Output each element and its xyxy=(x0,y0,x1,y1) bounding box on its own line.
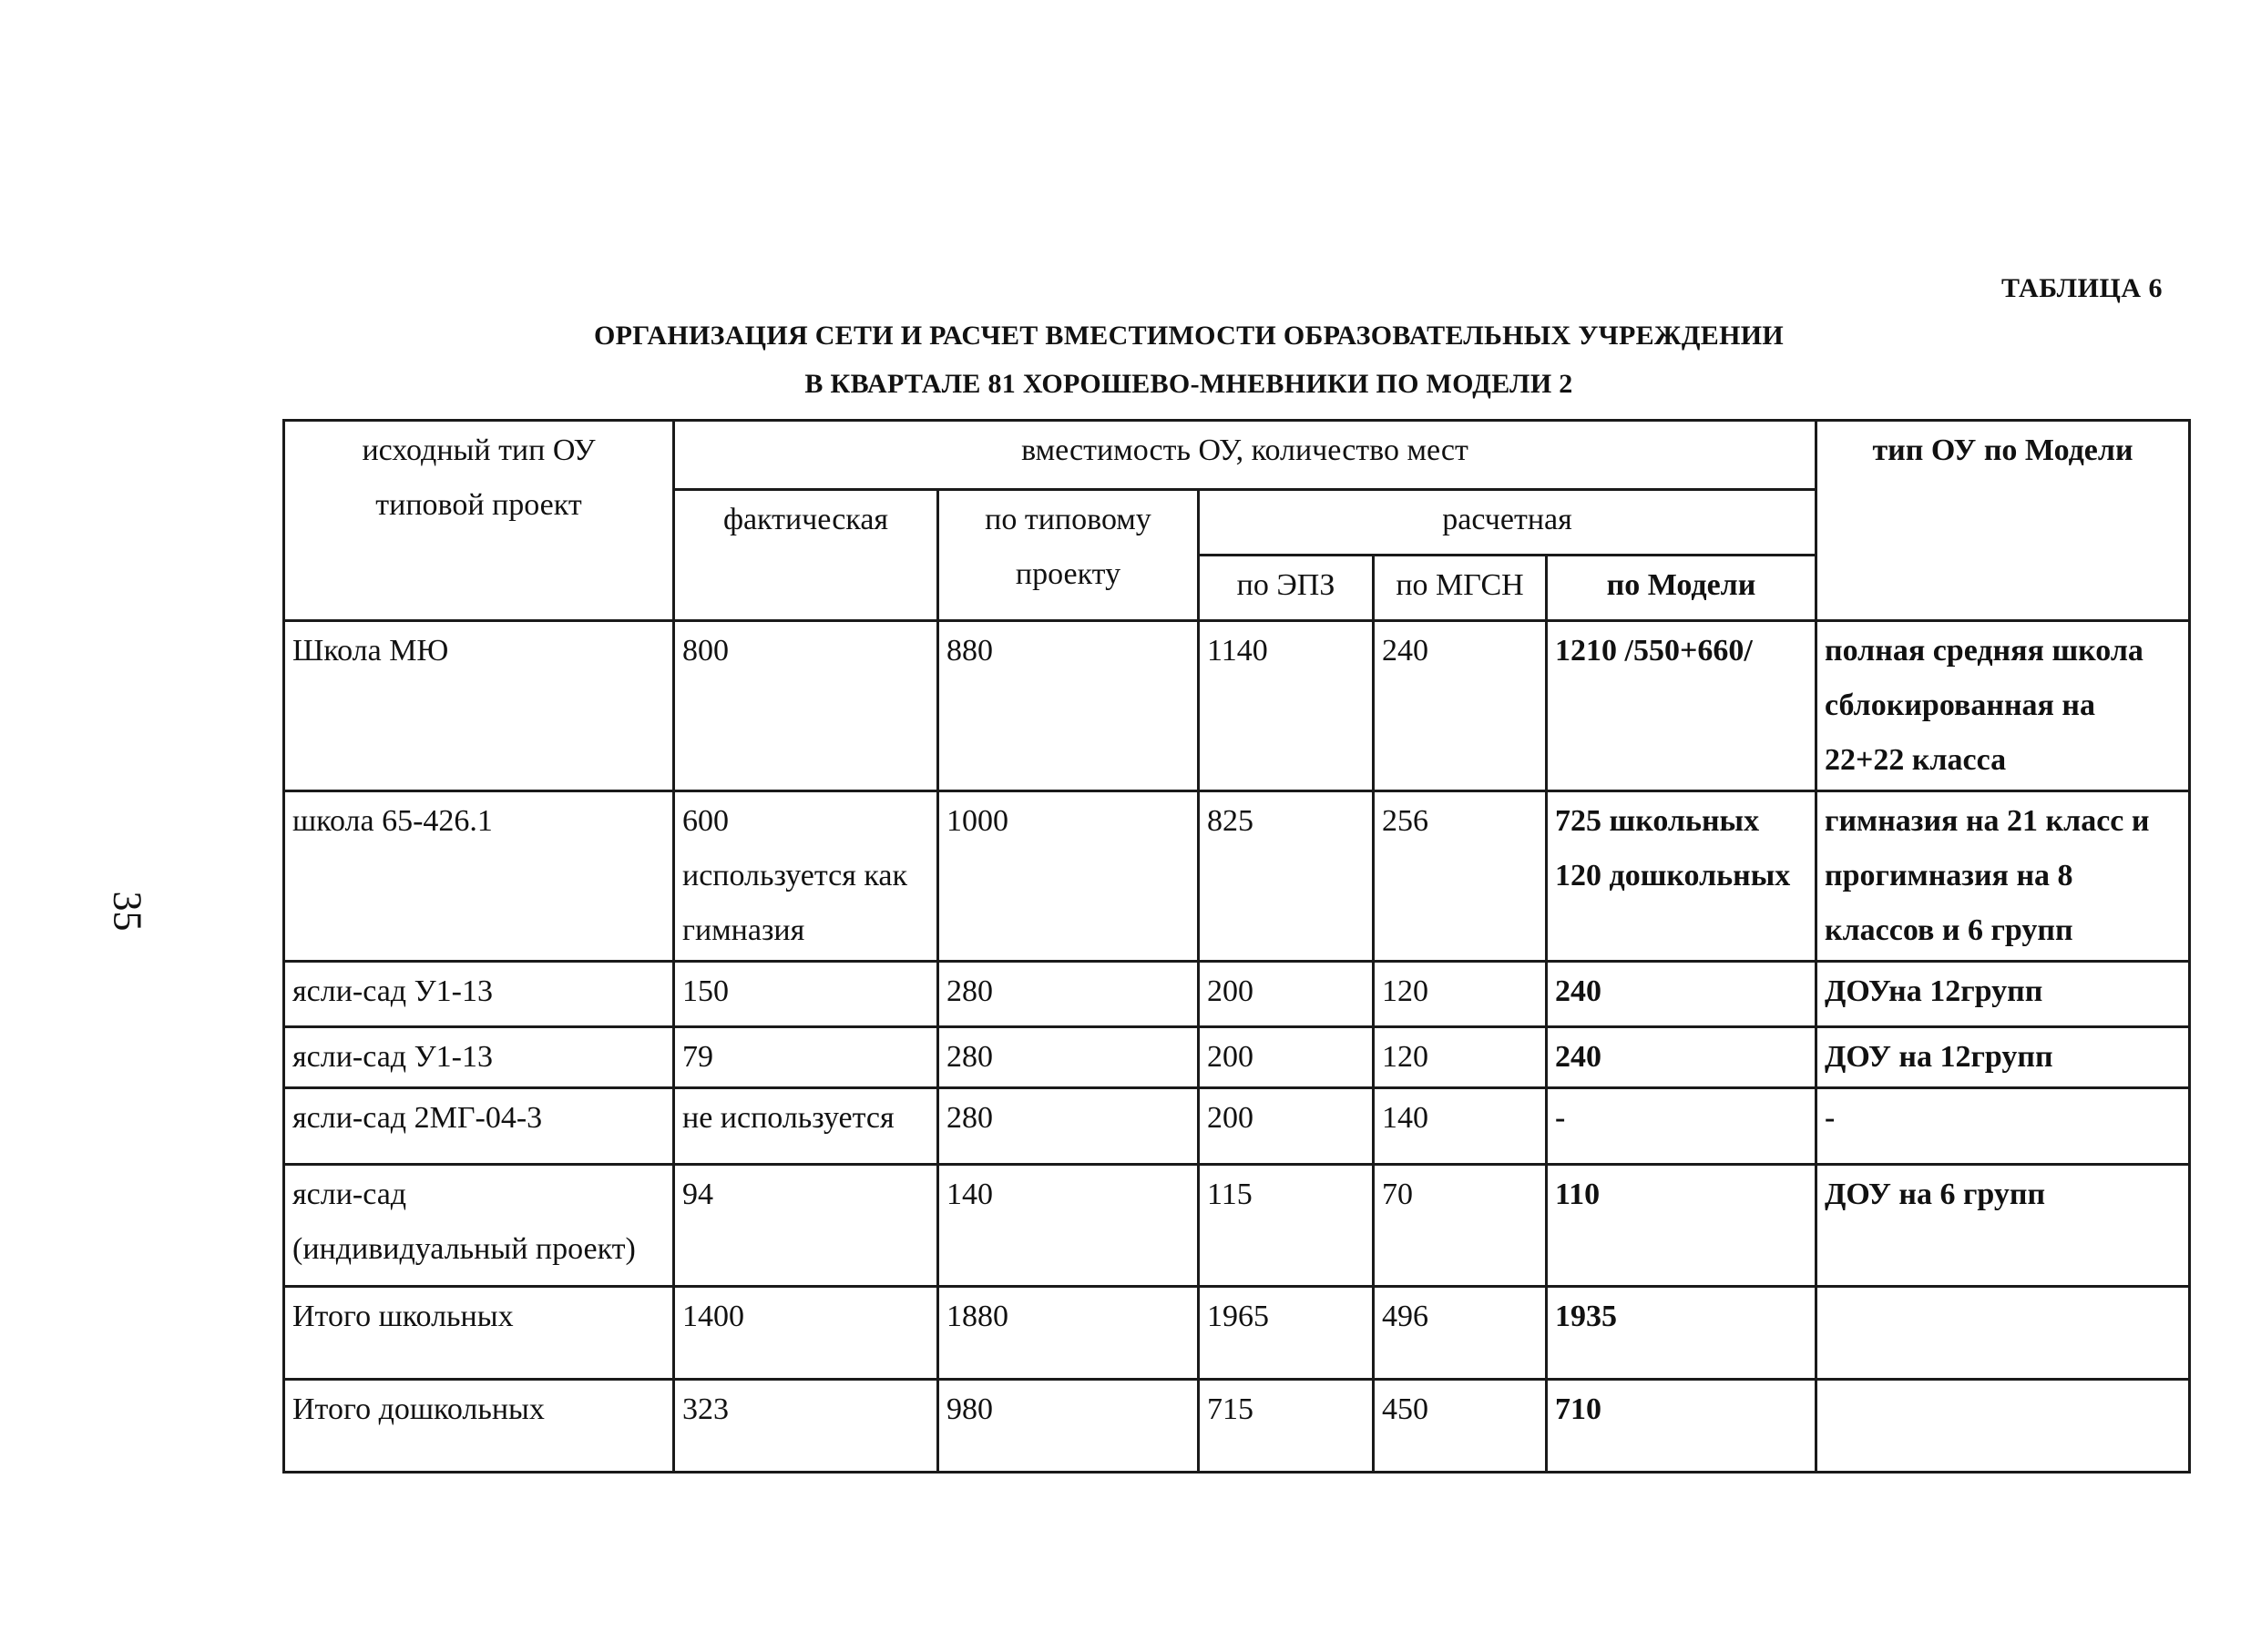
cell-type-line: Итого школьных xyxy=(292,1300,514,1333)
cell-model-type-line: классов и 6 групп xyxy=(1825,913,2073,947)
cell-actual xyxy=(674,791,938,962)
cell-type-line: ясли-сад У1-13 xyxy=(292,1040,494,1074)
cell-model-line: 1935 xyxy=(1555,1300,1617,1333)
header-model: по Модели xyxy=(1547,556,1816,621)
cell-model-type-line: полная средняя школа xyxy=(1825,634,2143,668)
cell-model-line: 710 xyxy=(1555,1392,1601,1426)
cell-model-type-line: - xyxy=(1825,1101,1836,1135)
cell-model-line: 110 xyxy=(1555,1178,1601,1211)
cell-model-line: 120 дошкольных xyxy=(1555,859,1791,892)
cell-epz: 825 xyxy=(1199,791,1374,962)
cell-model-type xyxy=(1816,962,2190,1027)
cell-model-type xyxy=(1816,1287,2190,1380)
cell-epz: 715 xyxy=(1199,1380,1374,1473)
cell-actual-line: гимназия xyxy=(682,913,805,947)
cell-mgsn: 120 xyxy=(1374,1027,1547,1088)
cell-actual xyxy=(674,1088,938,1165)
cell-model xyxy=(1547,1088,1816,1165)
cell-type-line: школа 65-426.1 xyxy=(292,804,493,838)
capacity-table xyxy=(282,419,2191,1474)
table-row xyxy=(284,791,2190,962)
header-epz: по ЭПЗ xyxy=(1199,556,1374,621)
cell-actual-line: используется как xyxy=(682,859,907,892)
cell-model xyxy=(1547,621,1816,791)
cell-typical: 980 xyxy=(938,1380,1199,1473)
cell-model-type xyxy=(1816,1088,2190,1165)
cell-model-line: 1210 /550+660/ xyxy=(1555,634,1753,668)
table-title-line2: В КВАРТАЛЕ 81 ХОРОШЕВО-МНЕВНИКИ ПО МОДЕЛИ 2 xyxy=(804,369,1573,399)
cell-model-line: 725 школьных xyxy=(1555,804,1760,838)
cell-epz: 200 xyxy=(1199,1027,1374,1088)
cell-actual-line: 323 xyxy=(682,1392,729,1426)
cell-model-type xyxy=(1816,791,2190,962)
header-type-by-model: тип ОУ по Модели xyxy=(1816,421,2190,621)
header-calculated: расчетная xyxy=(1199,490,1816,556)
cell-mgsn: 240 xyxy=(1374,621,1547,791)
cell-actual-line: 79 xyxy=(682,1040,713,1074)
cell-model-type-line: прогимназия на 8 xyxy=(1825,859,2073,892)
cell-model-type xyxy=(1816,1165,2190,1287)
cell-model-type xyxy=(1816,621,2190,791)
cell-model xyxy=(1547,1380,1816,1473)
cell-model-type-line: ДОУ на 6 групп xyxy=(1825,1178,2046,1211)
cell-actual xyxy=(674,1287,938,1380)
table-row xyxy=(284,1287,2190,1380)
cell-epz: 200 xyxy=(1199,962,1374,1027)
cell-typical: 280 xyxy=(938,1088,1199,1165)
cell-actual xyxy=(674,1380,938,1473)
cell-typical: 1000 xyxy=(938,791,1199,962)
cell-model-type xyxy=(1816,1380,2190,1473)
cell-epz: 115 xyxy=(1199,1165,1374,1287)
cell-model-type-line: ДОУ на 12групп xyxy=(1825,1040,2053,1074)
cell-typical: 280 xyxy=(938,962,1199,1027)
cell-actual xyxy=(674,621,938,791)
cell-type xyxy=(284,1088,674,1165)
cell-type-line: Итого дошкольных xyxy=(292,1392,545,1426)
table-row xyxy=(284,962,2190,1027)
table-label: ТАБЛИЦА 6 xyxy=(2001,273,2163,303)
cell-actual-line: 94 xyxy=(682,1178,713,1211)
cell-type-line: ясли-сад xyxy=(292,1178,407,1211)
header-actual: фактическая xyxy=(674,490,938,621)
cell-type-line: Школа МЮ xyxy=(292,634,449,668)
cell-mgsn: 450 xyxy=(1374,1380,1547,1473)
cell-typical: 280 xyxy=(938,1027,1199,1088)
cell-actual xyxy=(674,962,938,1027)
cell-actual xyxy=(674,1165,938,1287)
cell-type-line: (индивидуальный проект) xyxy=(292,1232,636,1266)
cell-typical: 1880 xyxy=(938,1287,1199,1380)
cell-actual-line: 1400 xyxy=(682,1300,744,1333)
cell-model-type-line: гимназия на 21 класс и xyxy=(1825,804,2150,838)
cell-type xyxy=(284,1027,674,1088)
cell-actual-line: 800 xyxy=(682,634,729,668)
cell-model xyxy=(1547,1027,1816,1088)
cell-actual xyxy=(674,1027,938,1088)
table-row xyxy=(284,1165,2190,1287)
cell-type xyxy=(284,621,674,791)
table-row xyxy=(284,1380,2190,1473)
cell-mgsn: 70 xyxy=(1374,1165,1547,1287)
cell-type xyxy=(284,1287,674,1380)
header-capacity: вместимость ОУ, количество мест xyxy=(674,421,1816,490)
cell-model xyxy=(1547,1165,1816,1287)
cell-model-type-line: 22+22 класса xyxy=(1825,743,2007,777)
table-title-line1: ОРГАНИЗАЦИЯ СЕТИ И РАСЧЕТ ВМЕСТИМОСТИ ОБРАЗОВАТЕЛЬНЫХ УЧРЕЖДЕНИИ xyxy=(593,321,1785,351)
cell-epz: 1965 xyxy=(1199,1287,1374,1380)
cell-actual-line: не используется xyxy=(682,1101,895,1135)
cell-mgsn: 496 xyxy=(1374,1287,1547,1380)
cell-type xyxy=(284,1165,674,1287)
cell-epz: 1140 xyxy=(1199,621,1374,791)
cell-mgsn: 256 xyxy=(1374,791,1547,962)
cell-model-type xyxy=(1816,1027,2190,1088)
cell-type xyxy=(284,1380,674,1473)
cell-type-line: ясли-сад У1-13 xyxy=(292,974,494,1008)
cell-actual-line: 150 xyxy=(682,974,729,1008)
table-row xyxy=(284,1027,2190,1088)
cell-mgsn: 120 xyxy=(1374,962,1547,1027)
cell-model-line: 240 xyxy=(1555,1040,1601,1074)
table-row xyxy=(284,621,2190,791)
cell-typical: 880 xyxy=(938,621,1199,791)
cell-model xyxy=(1547,962,1816,1027)
cell-type-line: ясли-сад 2МГ-04-3 xyxy=(292,1101,543,1135)
header-mgsn: по МГСН xyxy=(1374,556,1547,621)
table-row xyxy=(284,1088,2190,1165)
cell-model-type-line: сблокированная на xyxy=(1825,688,2096,722)
cell-actual-line: 600 xyxy=(682,804,729,838)
cell-model xyxy=(1547,1287,1816,1380)
header-original-type: исходный тип ОУ типовой проект xyxy=(284,421,674,621)
cell-typical: 140 xyxy=(938,1165,1199,1287)
page-number: 35 xyxy=(105,891,150,932)
cell-model-line: - xyxy=(1555,1101,1566,1135)
cell-type xyxy=(284,962,674,1027)
cell-epz: 200 xyxy=(1199,1088,1374,1165)
header-typical-project: по типовому проекту xyxy=(938,490,1199,621)
cell-mgsn: 140 xyxy=(1374,1088,1547,1165)
cell-model-type-line: ДОУна 12групп xyxy=(1825,974,2043,1008)
cell-model xyxy=(1547,791,1816,962)
cell-model-line: 240 xyxy=(1555,974,1601,1008)
cell-type xyxy=(284,791,674,962)
